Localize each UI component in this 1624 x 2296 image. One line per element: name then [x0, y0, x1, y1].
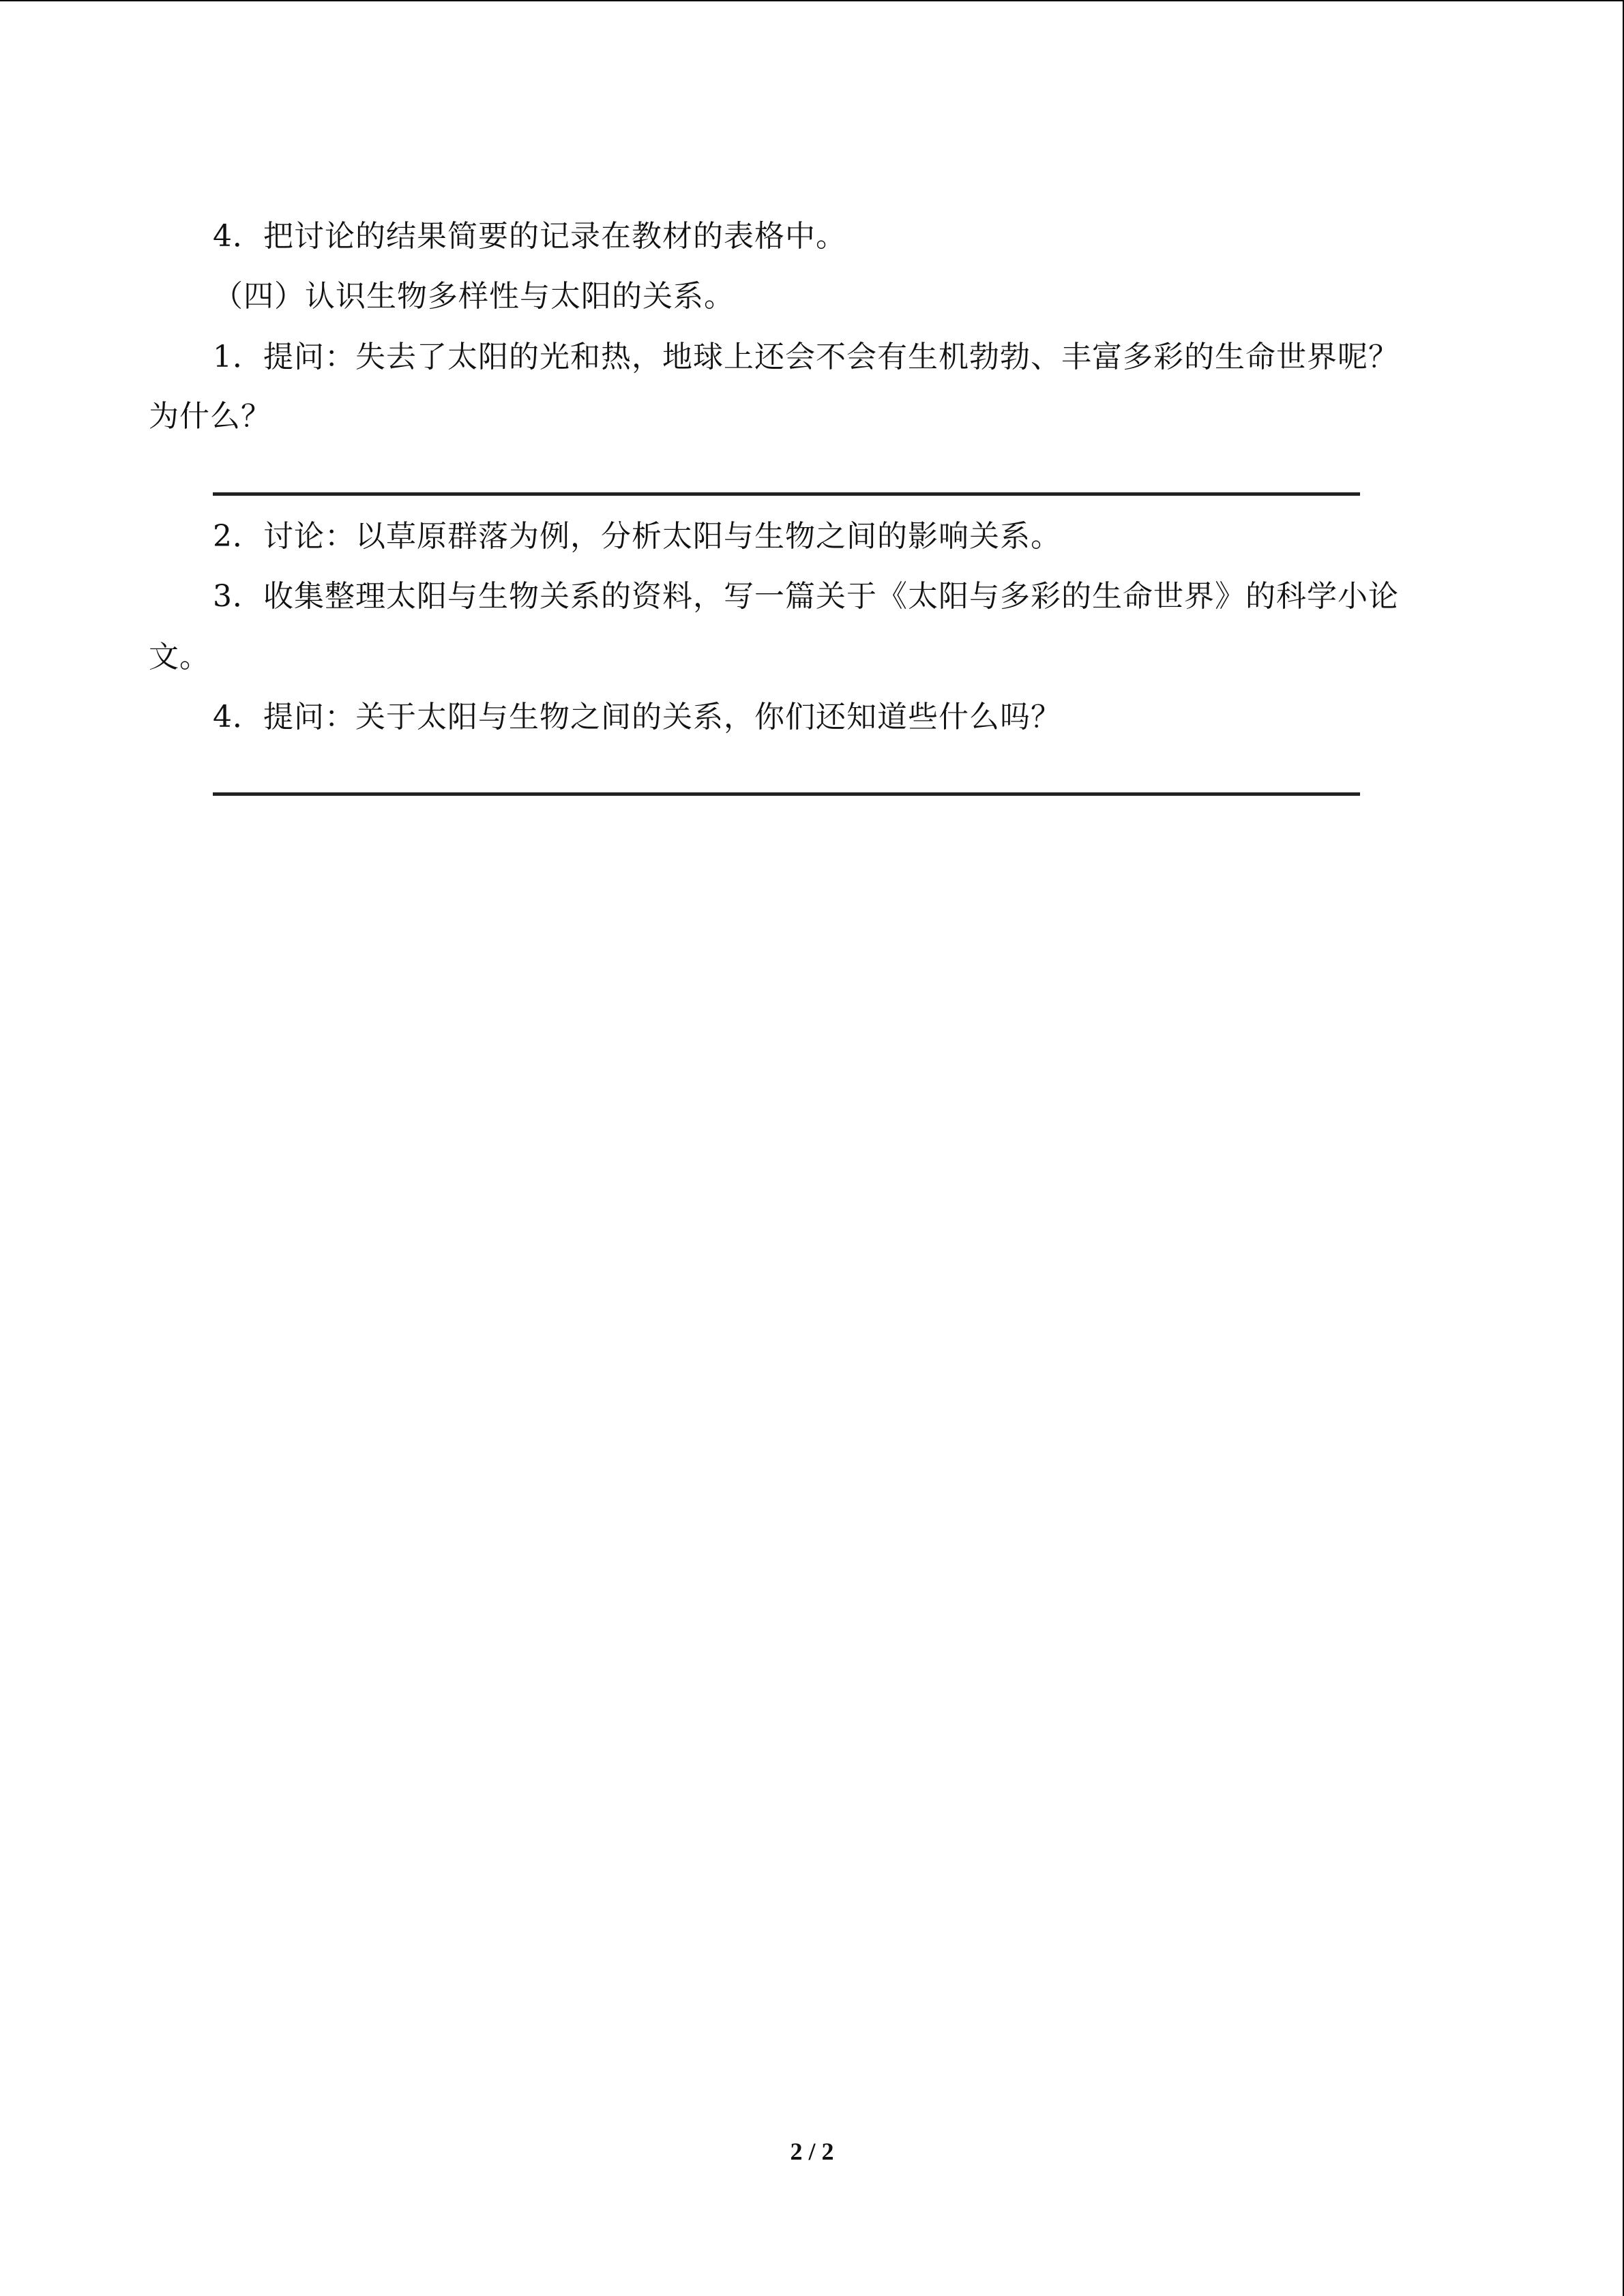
question-4: 4．提问：关于太阳与生物之间的关系，你们还知道些什么吗？ [213, 700, 1061, 734]
question-1-line-2: 为什么？ [149, 399, 271, 434]
question-2: 2．讨论：以草原群落为例，分析太阳与生物之间的影响关系。 [213, 519, 1061, 554]
page-number: 2 / 2 [790, 2138, 834, 2165]
question-3-line-2: 文。 [149, 640, 210, 674]
step-4-record-results: 4．把讨论的结果简要的记录在教材的表格中。 [213, 219, 846, 254]
answer-line-1[interactable] [213, 492, 1360, 496]
answer-line-2[interactable] [213, 792, 1360, 796]
question-3-line-1: 3．收集整理太阳与生物关系的资料，写一篇关于《太阳与多彩的生命世界》的科学小论 [213, 579, 1399, 614]
question-1-line-1: 1．提问：失去了太阳的光和热，地球上还会不会有生机勃勃、丰富多彩的生命世界呢？ [213, 340, 1399, 374]
section-heading-4: （四）认识生物多样性与太阳的关系。 [213, 279, 735, 314]
